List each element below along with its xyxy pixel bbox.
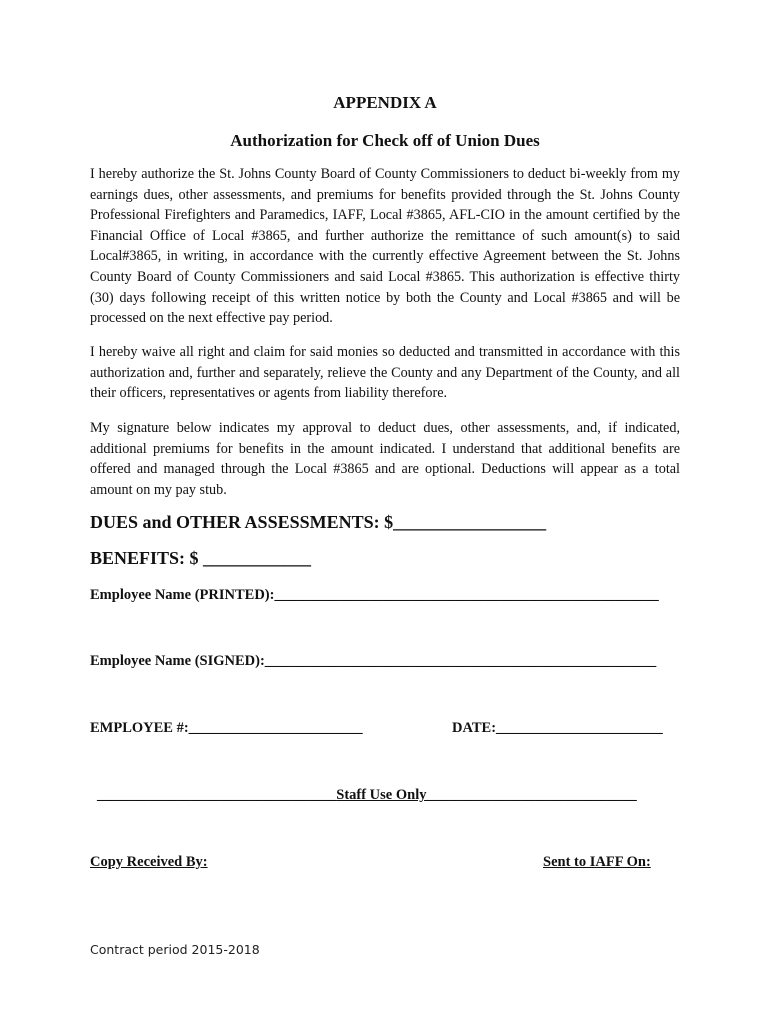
sent-to-iaff-label: Sent to IAFF On: xyxy=(543,854,651,870)
employee-name-signed-field[interactable]: Employee Name (SIGNED):______________________________________________________ xyxy=(90,653,657,669)
staff-use-divider xyxy=(97,787,637,804)
dues-field[interactable]: DUES and OTHER ASSESSMENTS: $_________________ xyxy=(90,512,547,532)
page-title: APPENDIX A xyxy=(333,93,437,112)
employee-number-field[interactable]: EMPLOYEE #:________________________ xyxy=(90,720,363,736)
page-subtitle: Authorization for Check off of Union Dues xyxy=(230,131,540,150)
staff-use-label: Staff Use Only xyxy=(336,787,427,803)
staff-line-left: _________________________________ xyxy=(97,787,337,803)
copy-received-label: Copy Received By: xyxy=(90,854,208,870)
waiver-paragraph: I hereby waive all right and claim for said monies so deducted and transmitted in accordance with this authorization and, further and separately, relieve the County and any Department of the County, and all their officers, representatives or agents from liability therefore. xyxy=(90,344,680,402)
authorization-paragraph: I hereby authorize the St. Johns County Board of County Commissioners to deduct bi-weekly from my earnings dues, other assessments, and premiums for benefits provided through the St. Johns County Professional Firefighters and Paramedics, IAFF, Local #3865, AFL-CIO in the amount certified by the Financial Office of Local #3865, and further authorize the remittance of such amount(s) to said Local#3865, in writing, in accordance with the currently effective Agreement between the St. Johns County Board of County Commissioners and said Local #3865. This authorization is effective thirty (30) days following receipt of this written notice by both the County and Local #3865 and will be processed on the next effective pay period. xyxy=(90,166,680,327)
benefits-field[interactable]: BENEFITS: $ ____________ xyxy=(90,548,312,568)
employee-name-printed-field[interactable]: Employee Name (PRINTED):_____________________________________________________ xyxy=(90,587,659,603)
staff-line-right: _____________________________ xyxy=(426,787,637,803)
date-field[interactable]: DATE:_______________________ xyxy=(452,720,663,736)
contract-period-footer: Contract period 2015-2018 xyxy=(90,942,260,957)
signature-paragraph: My signature below indicates my approval to deduct dues, other assessments, and, if indicated, additional premiums for benefits in the amount indicated. I understand that additional benefits are offered and managed through the Local #3865 and are optional. Deductions will appear as a total amount on my pay stub. xyxy=(90,420,680,498)
